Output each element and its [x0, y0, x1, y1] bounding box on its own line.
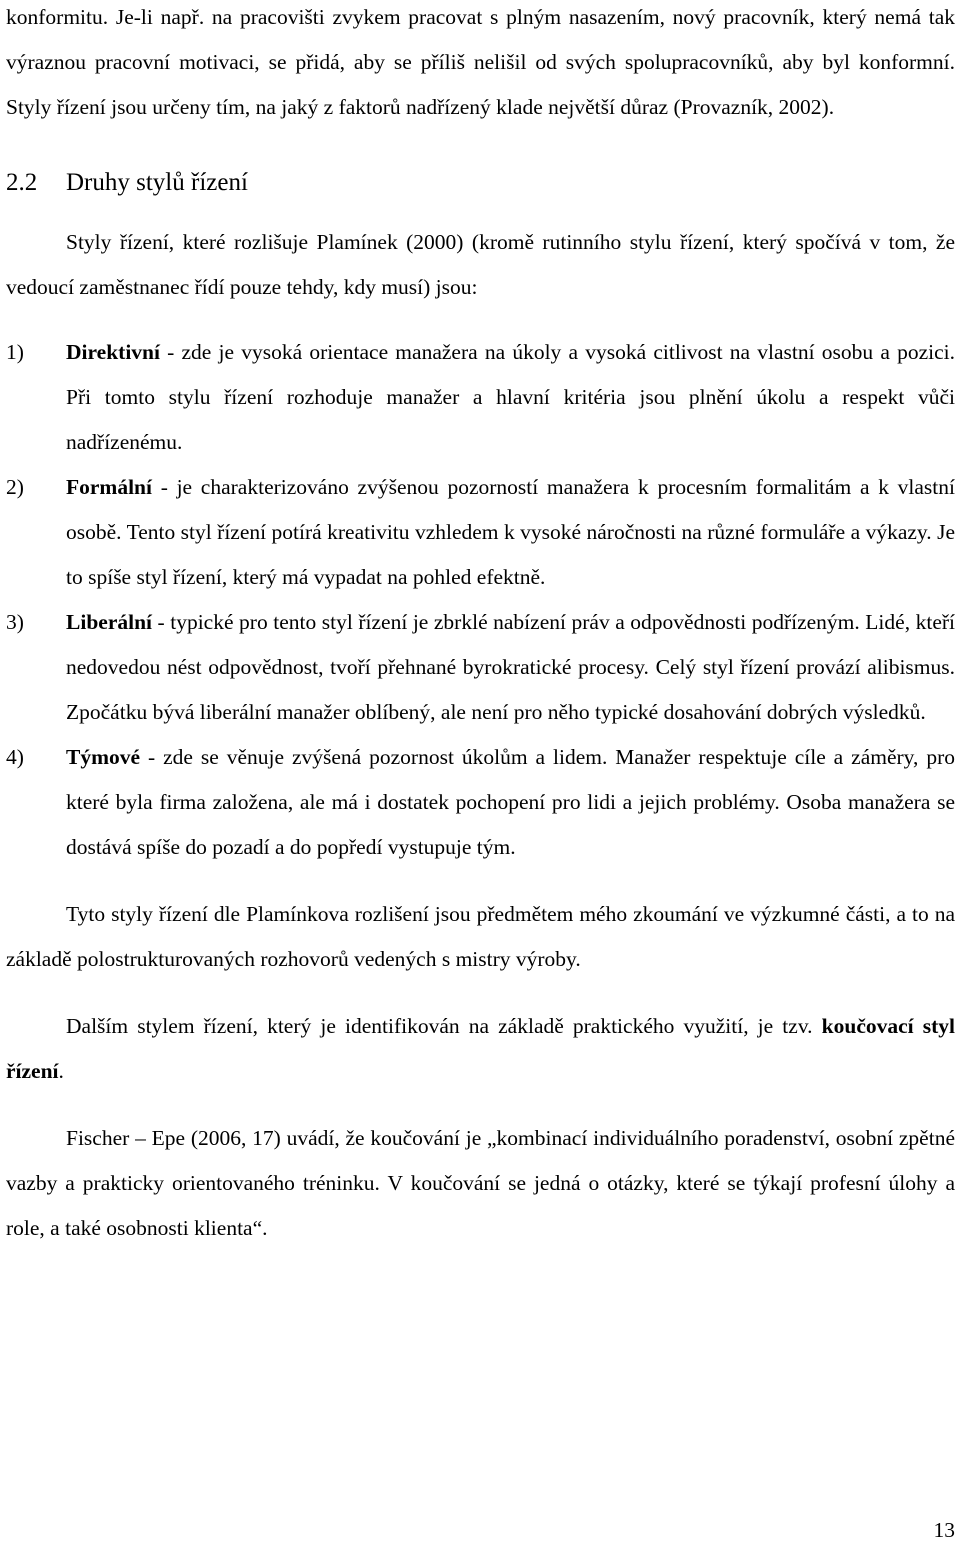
list-text: - je charakterizováno zvýšenou pozorností manažera k procesním formalitám a k vlastní osobě. Tento styl řízení potírá kreativitu vzhledem k vysoké náročnosti na různé formuláře a výkazy. Je to spíše styl řízení, který má vypadat na pohled efektně. [66, 475, 955, 589]
section-title: Druhy stylů řízení [66, 169, 248, 196]
list-item [6, 465, 955, 600]
coaching-paragraph [6, 1004, 955, 1094]
coaching-text-after: . [58, 1059, 64, 1083]
research-paragraph: Tyto styly řízení dle Plamínkova rozlišení jsou předmětem mého zkoumání ve výzkumné části, a to na základě polostrukturovaných rozhovorů vedených s mistry výroby. [6, 902, 955, 971]
styles-list [6, 330, 955, 870]
list-item [6, 600, 955, 735]
list-text: - typické pro tento styl řízení je zbrklé nabízení práv a odpovědnosti podřízeným. Lidé, kteří nedovedou nést odpovědnost, tvoří přehnané byrokratické procesy. Celý styl řízení provází alibismus. Zpočátku bývá liberální manažer oblíbený, ale není pro něho typické dosahování dobrých výsledků. [66, 610, 955, 724]
list-item [6, 735, 955, 870]
list-term: Liberální [66, 610, 153, 634]
list-term: Formální [66, 475, 152, 499]
coaching-term: koučovací styl řízení [6, 1014, 955, 1083]
section-number: 2.2 [6, 169, 38, 196]
quote-paragraph: Fischer – Epe (2006, 17) uvádí, že koučování je „kombinací individuálního poradenství, osobní zpětné vazby a prakticky orientovaného tréninku. V koučování se jedná o otázky, které se týkají profesní úlohy a role, a také osobnosti klienta“. [6, 1126, 955, 1240]
list-marker: 1) [6, 340, 24, 364]
section-heading [6, 160, 955, 205]
list-text: - zde se věnuje zvýšená pozornost úkolům a lidem. Manažer respektuje cíle a záměry, pro které byla firma založena, ale má i dostatek pochopení pro lidi a jejich problémy. Osoba manažera se dostává spíše do pozadí a do popředí vystupuje tým. [66, 745, 955, 859]
list-marker: 3) [6, 610, 24, 634]
list-term: Týmové [66, 745, 141, 769]
lead-paragraph: Styly řízení, které rozlišuje Plamínek (2000) (kromě rutinního stylu řízení, který spočívá v tom, že vedoucí zaměstnanec řídí pouze tehdy, kdy musí) jsou: [6, 230, 955, 299]
page-number: 13 [933, 1518, 955, 1542]
list-text: - zde je vysoká orientace manažera na úkoly a vysoká citlivost na vlastní osobu a pozici. Při tomto stylu řízení rozhoduje manažer a hlavní kritéria jsou plnění úkolu a respekt vůči nadřízenému. [66, 340, 955, 454]
list-marker: 4) [6, 745, 24, 769]
list-item [6, 330, 955, 465]
document-page [6, 0, 955, 1251]
list-term: Direktivní [66, 340, 160, 364]
list-marker: 2) [6, 475, 24, 499]
coaching-text-before: Dalším stylem řízení, který je identifikován na základě praktického využití, je tzv. [66, 1014, 822, 1038]
intro-paragraph: konformitu. Je-li např. na pracovišti zvykem pracovat s plným nasazením, nový pracovník, který nemá tak výraznou pracovní motivaci, se přidá, aby se příliš nelišil od svých spolupracovníků, aby byl konformní. Styly řízení jsou určeny tím, na jaký z faktorů nadřízený klade největší důraz (Provazník, 2002). [6, 5, 955, 119]
